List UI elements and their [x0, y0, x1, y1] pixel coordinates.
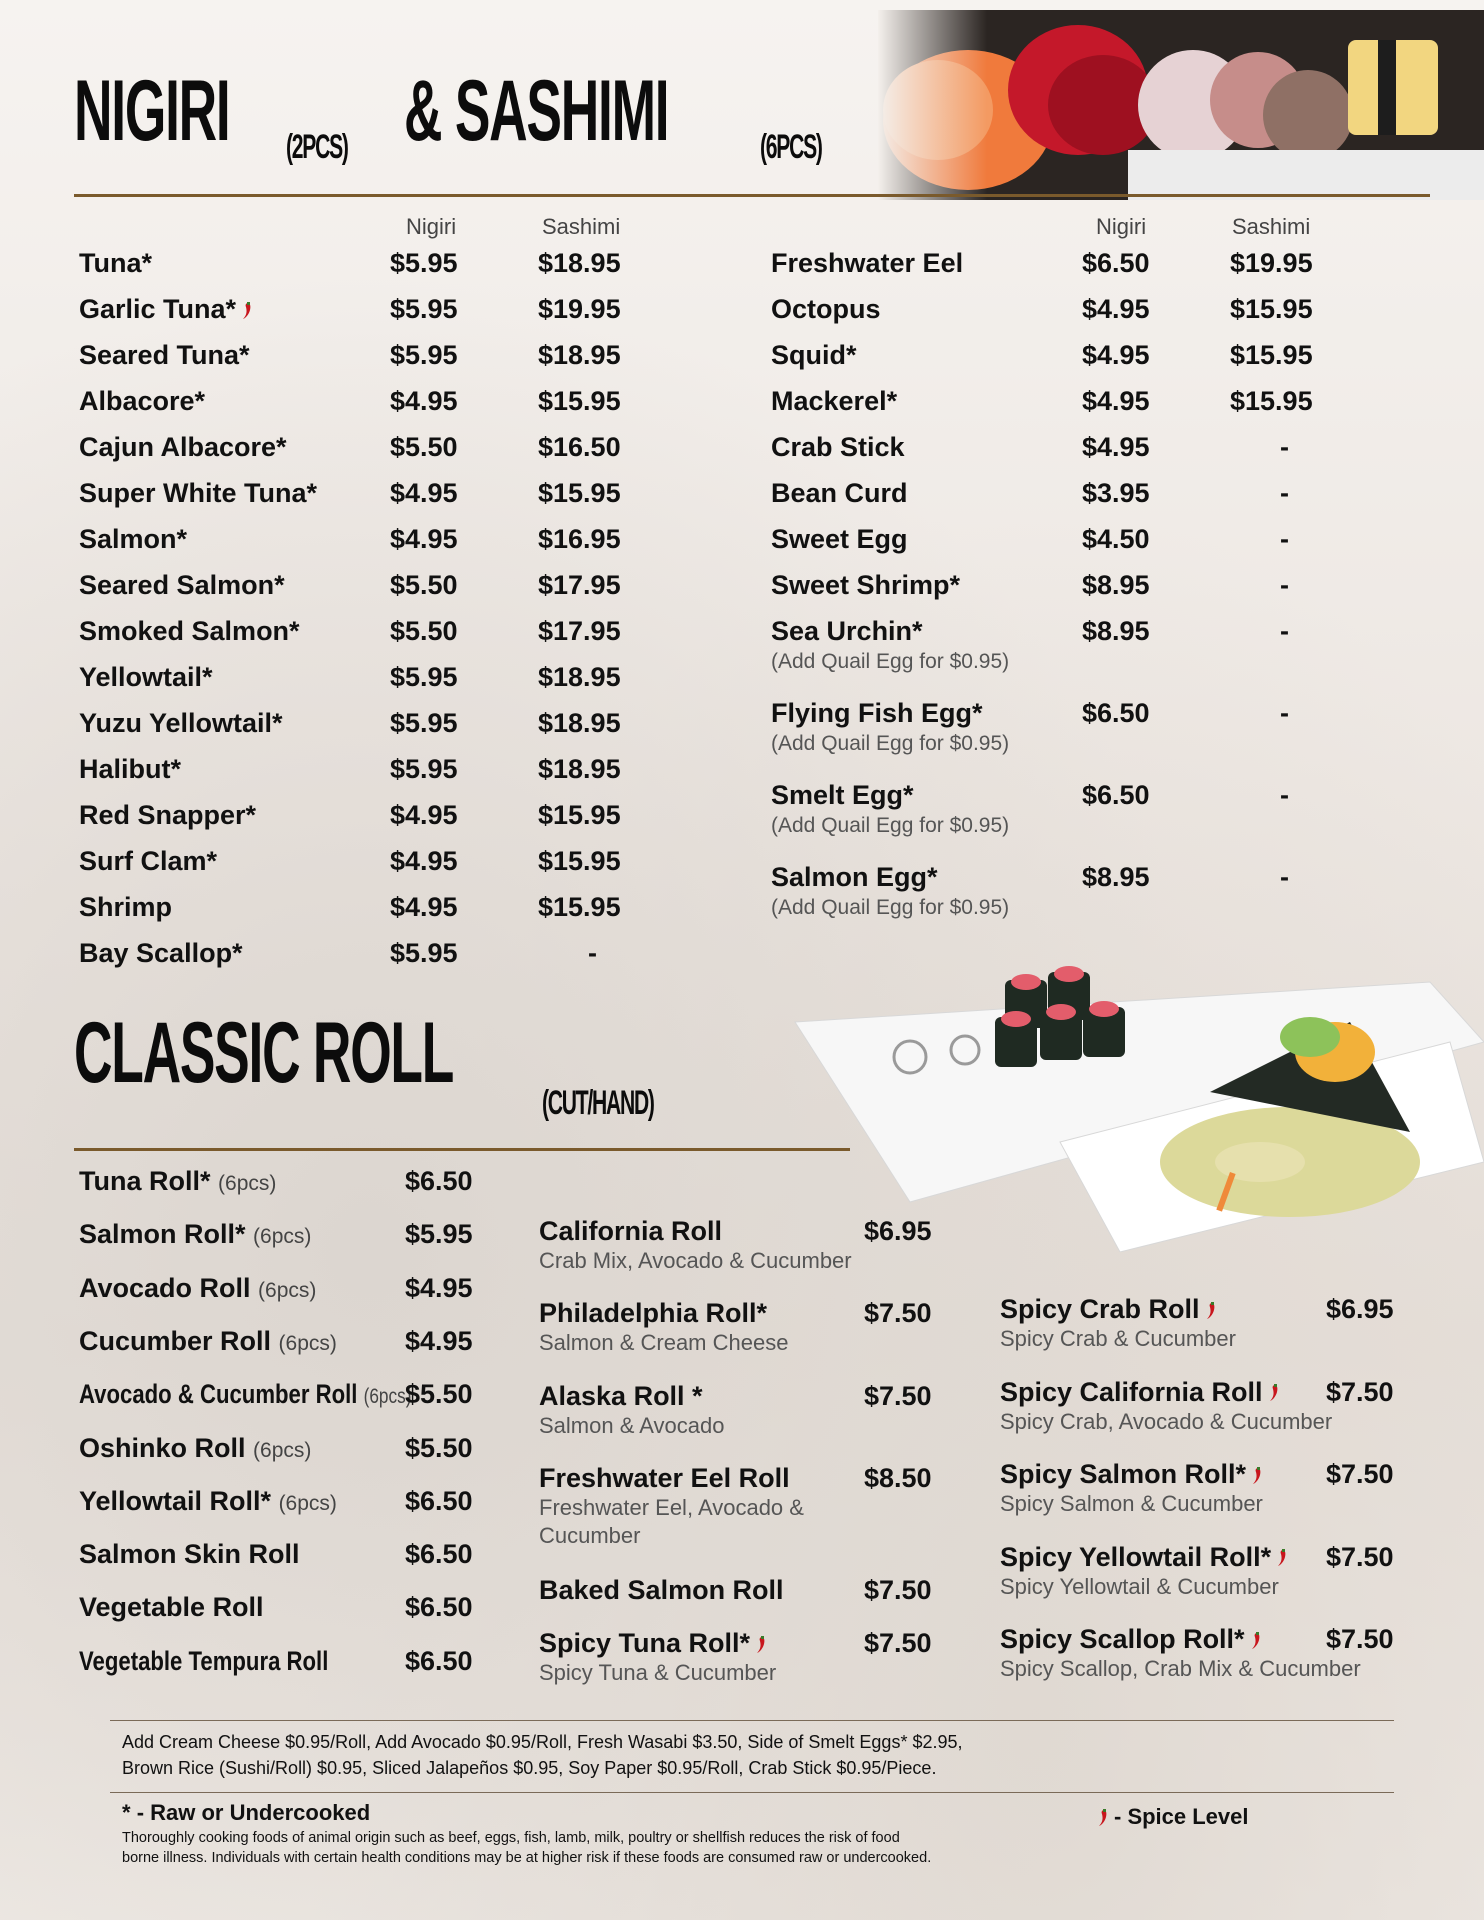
sashimi-price: -	[1280, 698, 1289, 728]
roll-pcs: (6pcs)	[258, 1278, 317, 1302]
roll-description: Spicy Crab & Cucumber	[1000, 1326, 1236, 1351]
raw-symbol: *	[122, 1800, 131, 1825]
menu-item-name: Cajun Albacore*	[79, 432, 287, 462]
addons-bottom-rule	[110, 1792, 1394, 1793]
roll-price: $4.95	[405, 1272, 473, 1303]
menu-item-name: Shrimp	[79, 892, 173, 922]
menu-item-name: Surf Clam*	[79, 846, 218, 876]
quail-egg-note: (Add Quail Egg for $0.95)	[771, 814, 1010, 837]
roll-price: $6.50	[405, 1645, 473, 1676]
nigiri-price: $4.95	[390, 892, 458, 922]
sashimi-price: $18.95	[538, 754, 621, 784]
roll-price: $6.95	[864, 1216, 932, 1246]
health-warning-2: borne illness. Individuals with certain health conditions may be at higher risk if these foods are consumed raw or undercooked.	[122, 1850, 932, 1866]
quail-egg-note: (Add Quail Egg for $0.95)	[771, 732, 1010, 755]
classic-title-rule	[74, 1148, 850, 1151]
menu-item-name: Seared Salmon*	[79, 570, 285, 600]
roll-name: Spicy Salmon Roll*	[1000, 1459, 1264, 1490]
nigiri-price: $4.95	[1082, 340, 1150, 370]
sashimi-price: -	[1280, 570, 1289, 600]
addons-line-2: Brown Rice (Sushi/Roll) $0.95, Sliced Jalapeños $0.95, Soy Paper $0.95/Roll, Crab Stick $0.95/Piece.	[122, 1758, 937, 1778]
menu-item-name: Mackerel*	[771, 386, 898, 416]
menu-item-name: Smoked Salmon*	[79, 616, 300, 646]
menu-item-name: Squid*	[771, 340, 857, 370]
sashimi-price: $15.95	[538, 386, 621, 416]
roll-item	[79, 1646, 328, 1677]
raw-label: - Raw or Undercooked	[136, 1800, 371, 1825]
col-header-sashimi-right: Sashimi	[1232, 214, 1311, 239]
nigiri-price: $5.50	[390, 616, 458, 646]
sashimi-price: $19.95	[538, 294, 621, 324]
chili-icon	[1252, 1467, 1264, 1485]
nigiri-price: $6.50	[1082, 698, 1150, 728]
sashimi-price: $18.95	[538, 662, 621, 692]
roll-price: $7.50	[864, 1298, 932, 1328]
classic-roll-title: CLASSIC ROLL	[74, 1005, 454, 1101]
roll-price: $6.50	[405, 1166, 473, 1196]
sashimi-price: $18.95	[538, 248, 621, 278]
roll-name: Avocado & Cucumber Roll	[79, 1379, 358, 1410]
sashimi-price: -	[1280, 780, 1289, 810]
roll-pcs: (6pcs)	[218, 1172, 277, 1195]
nigiri-price: $5.95	[390, 662, 458, 692]
nigiri-price: $5.95	[390, 294, 458, 324]
sashimi-price: $15.95	[538, 478, 621, 508]
nigiri-price: $4.95	[390, 846, 458, 876]
roll-name: Tuna Roll*	[79, 1166, 211, 1196]
roll-price: $7.50	[1326, 1376, 1394, 1407]
menu-item-name: Crab Stick	[771, 432, 905, 462]
sashimi-price: -	[1280, 524, 1289, 554]
sashimi-price: $15.95	[1230, 294, 1313, 324]
roll-description: Spicy Crab, Avocado & Cucumber	[1000, 1408, 1333, 1434]
roll-price: $5.50	[405, 1379, 473, 1410]
col-header-nigiri-right: Nigiri	[1096, 214, 1147, 239]
roll-name: Salmon Roll*	[79, 1219, 246, 1250]
spice-label: - Spice Level	[1114, 1804, 1249, 1829]
nigiri-platter-photo	[878, 10, 1484, 200]
nigiri-price: $8.95	[1082, 862, 1150, 892]
menu-item-name: Super White Tuna*	[79, 478, 318, 508]
menu-item-name: Sweet Shrimp*	[771, 570, 961, 600]
menu-item-name: Halibut*	[79, 754, 182, 784]
roll-price: $5.50	[405, 1432, 473, 1463]
roll-name: Avocado Roll	[79, 1272, 251, 1303]
nigiri-price: $4.95	[390, 386, 458, 416]
roll-pcs: (6pcs)	[278, 1331, 337, 1355]
nigiri-price: $5.95	[390, 248, 458, 278]
chili-icon	[1277, 1549, 1289, 1567]
roll-name: Spicy Tuna Roll*	[539, 1628, 768, 1659]
roll-name: Spicy Yellowtail Roll*	[1000, 1542, 1289, 1573]
roll-description: Spicy Scallop, Crab Mix & Cucumber	[1000, 1656, 1361, 1681]
roll-pcs: (6pcs)	[278, 1491, 337, 1515]
nigiri-price: $4.50	[1082, 524, 1150, 554]
nigiri-price: $6.50	[1082, 248, 1150, 278]
col-header-nigiri-left: Nigiri	[406, 214, 457, 239]
sashimi-price: -	[588, 938, 597, 968]
roll-price: $7.50	[1326, 1624, 1394, 1654]
col-header-sashimi-left: Sashimi	[542, 214, 621, 239]
nigiri-price: $3.95	[1082, 478, 1150, 508]
chili-icon	[242, 302, 254, 320]
roll-price: $6.50	[405, 1592, 473, 1623]
roll-description: Spicy Salmon & Cucumber	[1000, 1491, 1263, 1516]
roll-name: Philadelphia Roll*	[539, 1298, 768, 1328]
title-nigiri-sub-wrap	[286, 128, 385, 167]
roll-name: Cucumber Roll	[79, 1325, 272, 1356]
nigiri-price: $4.95	[1082, 386, 1150, 416]
roll-pcs: (6pcs)	[253, 1225, 312, 1249]
menu-item-name: Garlic Tuna*	[79, 294, 254, 325]
roll-item	[79, 1273, 316, 1304]
nigiri-price: $4.95	[390, 478, 458, 508]
menu-item-name: Flying Fish Egg*	[771, 698, 983, 728]
menu-item-name: Red Snapper*	[79, 800, 257, 830]
menu-item-name: Bean Curd	[771, 478, 908, 508]
roll-name: Spicy Scallop Roll*	[1000, 1624, 1263, 1655]
sashimi-price: $16.50	[538, 432, 621, 462]
menu-item-name: Seared Tuna*	[79, 340, 250, 370]
title-sashimi-sub: (6PCS)	[760, 128, 822, 166]
nigiri-price: $5.50	[390, 432, 458, 462]
roll-price: $6.50	[405, 1539, 473, 1570]
roll-item	[79, 1166, 276, 1197]
roll-item	[79, 1486, 337, 1517]
quail-egg-note: (Add Quail Egg for $0.95)	[771, 896, 1010, 919]
addons-top-rule	[110, 1720, 1394, 1721]
roll-item	[79, 1379, 411, 1410]
roll-description: Spicy Tuna & Cucumber	[539, 1660, 777, 1685]
roll-price: $7.50	[864, 1381, 932, 1411]
roll-name: Alaska Roll *	[539, 1381, 703, 1411]
roll-price: $7.50	[864, 1575, 932, 1605]
sashimi-price: -	[1280, 862, 1289, 892]
sashimi-price: $15.95	[538, 892, 621, 922]
sashimi-price: $15.95	[1230, 340, 1313, 370]
roll-name: Salmon Skin Roll	[79, 1539, 300, 1570]
roll-price: $7.50	[1326, 1541, 1394, 1572]
roll-price: $7.50	[1326, 1459, 1394, 1489]
nigiri-title-rule	[74, 194, 1430, 197]
nigiri-price: $4.95	[1082, 294, 1150, 324]
roll-item	[79, 1433, 311, 1464]
nigiri-price: $8.95	[1082, 570, 1150, 600]
sashimi-price: $19.95	[1230, 248, 1313, 278]
menu-item-name: Freshwater Eel	[771, 248, 964, 278]
roll-name: California Roll	[539, 1216, 723, 1246]
menu-item-name: Tuna*	[79, 248, 152, 278]
title-nigiri-sub: (2PCS)	[286, 128, 348, 166]
sashimi-price: $17.95	[538, 570, 621, 600]
roll-name: Yellowtail Roll*	[79, 1485, 272, 1516]
roll-pcs: (6pcs)	[363, 1385, 412, 1409]
menu-item-name: Salmon*	[79, 524, 188, 554]
roll-name: Spicy California Roll	[1000, 1377, 1281, 1408]
roll-price: $4.95	[405, 1325, 473, 1356]
nigiri-price: $8.95	[1082, 616, 1150, 646]
roll-price: $6.95	[1326, 1294, 1394, 1324]
menu-item-name: Bay Scallop*	[79, 938, 243, 968]
sashimi-price: $18.95	[538, 340, 621, 370]
roll-name: Spicy Crab Roll	[1000, 1294, 1218, 1325]
classic-roll-photo	[790, 962, 1484, 1252]
roll-item	[79, 1539, 300, 1570]
roll-name: Vegetable Tempura Roll	[79, 1645, 329, 1676]
chili-icon	[1206, 1302, 1218, 1320]
roll-description: Cucumber	[539, 1523, 641, 1548]
roll-item	[79, 1592, 264, 1623]
sashimi-price: -	[1280, 616, 1289, 646]
title-sashimi-sub-wrap	[760, 128, 859, 167]
menu-item-name: Albacore*	[79, 386, 206, 416]
chili-icon	[756, 1636, 768, 1654]
nigiri-price: $5.95	[390, 340, 458, 370]
sashimi-price: $18.95	[538, 708, 621, 738]
spice-legend	[1098, 1804, 1249, 1830]
roll-name: Vegetable Roll	[79, 1592, 264, 1623]
sashimi-price: $17.95	[538, 616, 621, 646]
roll-price: $8.50	[864, 1463, 932, 1493]
roll-price: $5.95	[405, 1219, 473, 1250]
roll-name: Baked Salmon Roll	[539, 1575, 784, 1605]
roll-description: Salmon & Cream Cheese	[539, 1330, 789, 1355]
roll-item	[79, 1219, 311, 1250]
sashimi-price: $15.95	[538, 800, 621, 830]
sashimi-price: -	[1280, 478, 1289, 508]
chili-icon	[1251, 1632, 1263, 1650]
nigiri-price: $5.50	[390, 570, 458, 600]
classic-roll-sub-wrap	[542, 1084, 722, 1123]
menu-item-name: Yuzu Yellowtail*	[79, 708, 283, 738]
roll-description: Freshwater Eel, Avocado &	[539, 1495, 804, 1520]
sashimi-price: -	[1280, 432, 1289, 462]
nigiri-price: $5.95	[390, 754, 458, 784]
nigiri-price: $6.50	[1082, 780, 1150, 810]
sashimi-price: $15.95	[1230, 386, 1313, 416]
chili-icon	[1269, 1384, 1281, 1402]
nigiri-price: $4.95	[1082, 432, 1150, 462]
menu-item-name: Smelt Egg*	[771, 780, 914, 810]
quail-egg-note: (Add Quail Egg for $0.95)	[771, 650, 1010, 673]
roll-item	[79, 1326, 337, 1357]
nigiri-price: $4.95	[390, 524, 458, 554]
roll-name: Freshwater Eel Roll	[539, 1463, 790, 1493]
title-sashimi: & SASHIMI	[404, 63, 669, 159]
nigiri-price: $5.95	[390, 708, 458, 738]
roll-name: Oshinko Roll	[79, 1432, 246, 1463]
menu-item-name: Yellowtail*	[79, 662, 213, 692]
title-nigiri: NIGIRI	[74, 63, 230, 159]
chili-icon	[1098, 1809, 1110, 1827]
sashimi-price: $15.95	[538, 846, 621, 876]
roll-description: Salmon & Avocado	[539, 1413, 725, 1438]
roll-price: $7.50	[864, 1628, 932, 1658]
sashimi-price: $16.95	[538, 524, 621, 554]
nigiri-price: $4.95	[390, 800, 458, 830]
health-warning-1: Thoroughly cooking foods of animal origin such as beef, eggs, fish, lamb, milk, poultry or shellfish reduces the risk of food	[122, 1830, 900, 1846]
addons-line-1: Add Cream Cheese $0.95/Roll, Add Avocado $0.95/Roll, Fresh Wasabi $3.50, Side of Smelt Eggs* $2.95,	[122, 1732, 963, 1752]
raw-legend	[122, 1800, 370, 1826]
nigiri-price: $5.95	[390, 938, 458, 968]
menu-item-name: Octopus	[771, 294, 881, 324]
menu-item-name: Salmon Egg*	[771, 862, 938, 892]
classic-roll-sub: (CUT/HAND)	[542, 1084, 654, 1122]
roll-description: Crab Mix, Avocado & Cucumber	[539, 1248, 852, 1273]
roll-price: $6.50	[405, 1485, 473, 1516]
roll-pcs: (6pcs)	[253, 1438, 312, 1462]
roll-description: Spicy Yellowtail & Cucumber	[1000, 1573, 1279, 1599]
menu-item-name: Sweet Egg	[771, 524, 908, 554]
menu-item-name: Sea Urchin*	[771, 616, 923, 646]
